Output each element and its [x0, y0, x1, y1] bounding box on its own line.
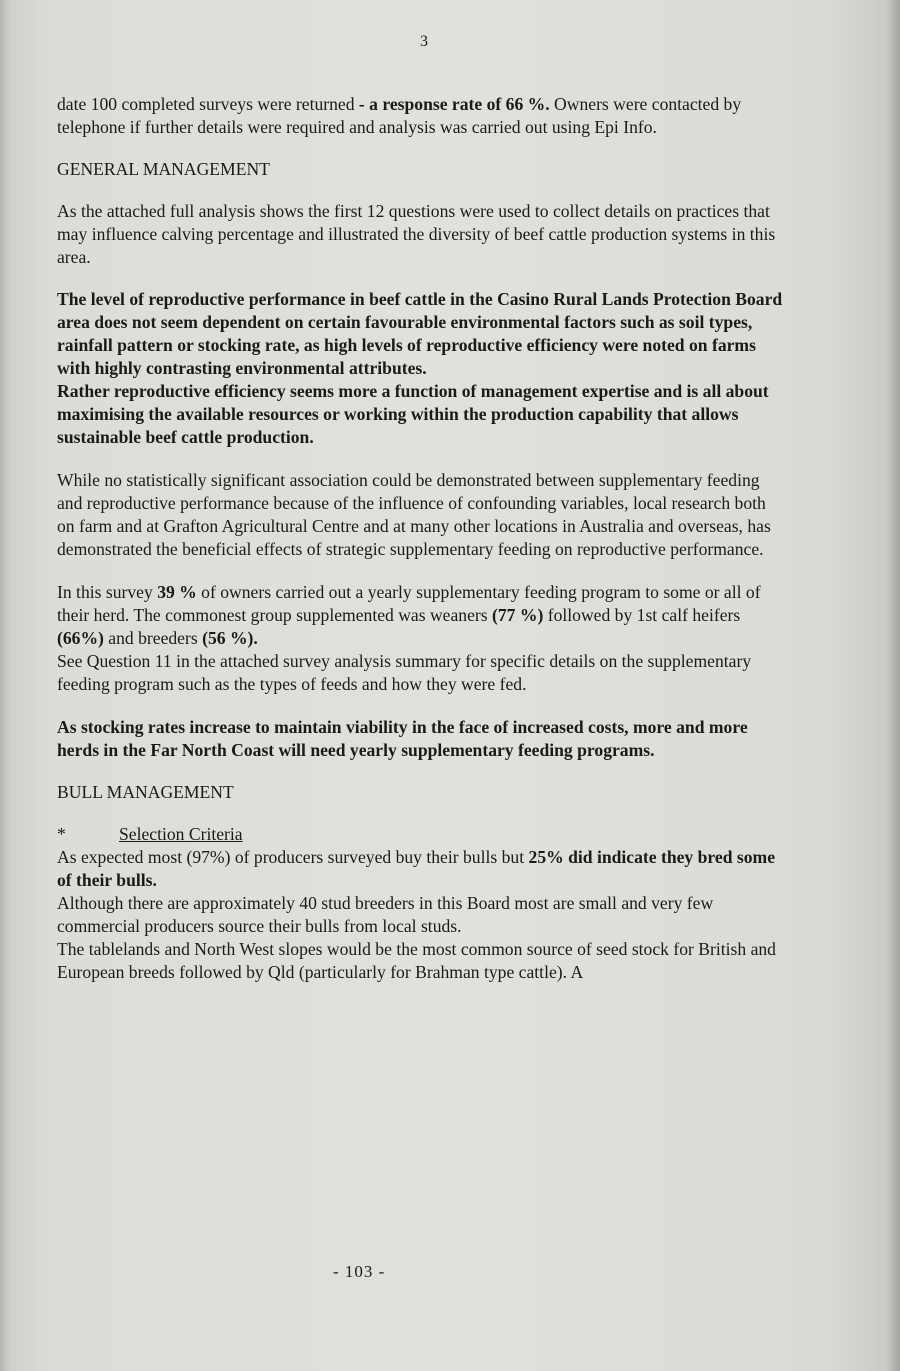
- selection-criteria-title: Selection Criteria: [119, 824, 243, 844]
- page-number-top: 3: [420, 33, 428, 50]
- paragraph-supplementary-feeding: While no statistically significant association could be demonstrated between supplementary feeding and reproductive performance because of the influence of confounding variables, local research both on farm and at Grafton Agricultural Centre and at many other locations in Australia and overseas, has demonstrated the beneficial effects of strategic supplementary feeding on reproductive performance.: [57, 470, 771, 559]
- section-heading-general-management: GENERAL MANAGEMENT: [57, 159, 270, 179]
- paragraph-see-question: See Question 11 in the attached survey analysis summary for specific details on the supplementary feeding program such as the types of feeds and how they were fed.: [57, 651, 752, 694]
- paragraph-seed-stock: The tablelands and North West slopes would be the most common source of seed stock for British and European breeds followed by Qld (particularly for Brahman type cattle). A: [57, 939, 776, 982]
- document-body: [57, 93, 783, 984]
- bullet-star: *: [57, 824, 66, 844]
- subheading-selection-criteria: [57, 823, 783, 846]
- paragraph-management-expertise: Rather reproductive efficiency seems more a function of management expertise and is all about maximising the available resources or working within the production capability that allows sustainable beef cattle production.: [57, 381, 769, 447]
- paragraph-bull-purchase: As expected most (97%) of producers surveyed buy their bulls but 25% did indicate they bred some of their bulls.: [57, 847, 775, 890]
- page-number-bottom: - 103 -: [333, 1262, 386, 1281]
- paragraph-response-rate: date 100 completed surveys were returned - a response rate of 66 %. Owners were contacted by telephone if further details were required and analysis was carried out using Epi Info.: [57, 94, 742, 137]
- page-shadow-left: [0, 0, 10, 1371]
- paragraph-analysis: As the attached full analysis shows the first 12 questions were used to collect details on practices that may influence calving percentage and illustrated the diversity of beef cattle production systems in this area.: [57, 201, 776, 267]
- paragraph-stocking-rates: As stocking rates increase to maintain viability in the face of increased costs, more and more herds in the Far North Coast will need yearly supplementary feeding programs.: [57, 717, 748, 760]
- page-shadow-right: [886, 0, 900, 1371]
- paragraph-survey-results: In this survey 39 % of owners carried out a yearly supplementary feeding program to some or all of their herd. The commonest group supplemented was weaners (77 %) followed by 1st calf heifers (66%) and breeders (56 %).: [57, 582, 761, 648]
- paragraph-reproductive-performance: The level of reproductive performance in beef cattle in the Casino Rural Lands Protection Board area does not seem dependent on certain favourable environmental factors such as soil types, rainfall pattern or stocking rate, as high levels of reproductive efficiency were noted on farms with highly contrasting environmental attributes.: [57, 289, 783, 378]
- section-heading-bull-management: BULL MANAGEMENT: [57, 782, 234, 802]
- paragraph-stud-breeders: Although there are approximately 40 stud breeders in this Board most are small and very few commercial producers source their bulls from local studs.: [57, 893, 714, 936]
